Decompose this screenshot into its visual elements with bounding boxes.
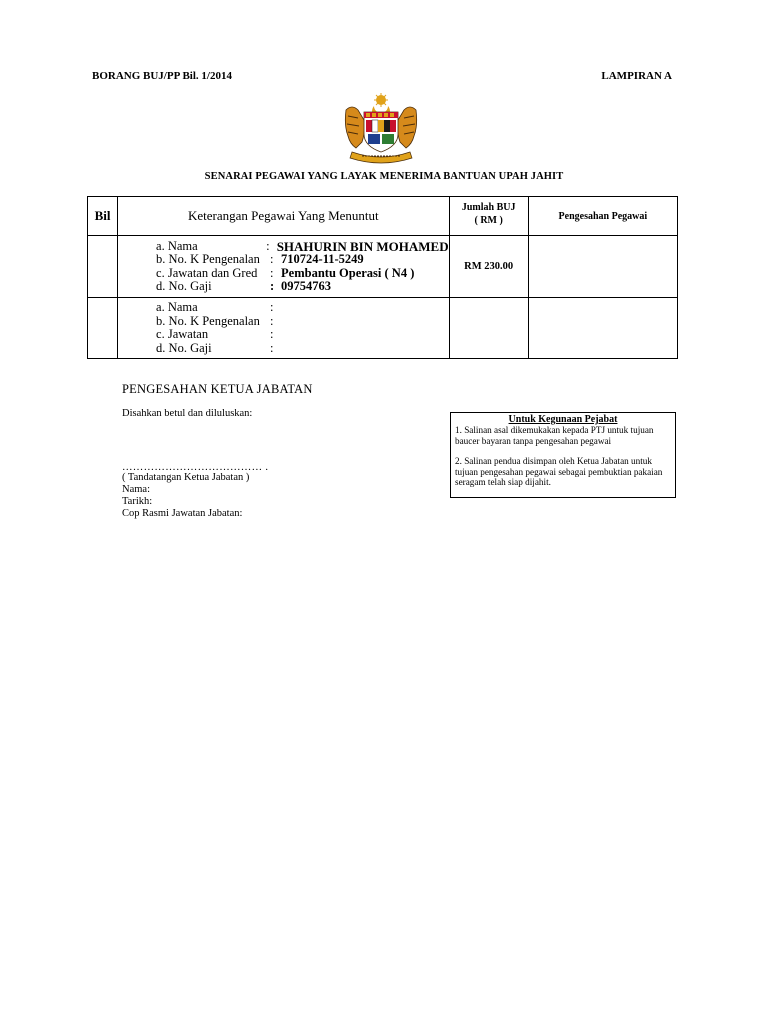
coat-of-arms-icon (338, 92, 424, 164)
value-nama: SHAHURIN BIN MOHAMED (276, 238, 449, 254)
value-ic: 710724-11-5249 (281, 252, 364, 266)
value-no-gaji: 09754763 (281, 279, 332, 293)
field-no-gaji: d. No. Gaji : 09754763 (156, 279, 332, 293)
field-nama: a. Nama : (156, 300, 274, 314)
cell-keterangan (118, 298, 450, 359)
field-ic: b. No. K Pengenalan : (156, 313, 274, 328)
header-keterangan: Keterangan Pegawai Yang Menuntut (118, 197, 450, 236)
signature-line: ………………………………… . (122, 462, 269, 473)
office-use-box (450, 412, 676, 498)
signature-label: ( Tandatangan Ketua Jabatan ) (122, 472, 250, 483)
field-nama: a. Nama : SHAHURIN BIN MOHAMED (156, 238, 449, 254)
office-use-title: Untuk Kegunaan Pejabat (508, 414, 618, 425)
cell-jumlah: RM 230.00 (449, 236, 528, 298)
office-use-note-1: 1. Salinan asal dikemukakan kepada PTJ untuk tujuan baucer bayaran tanpa pengesahan pegawai (455, 425, 654, 446)
cell-bil (88, 236, 118, 298)
appendix-label: LAMPIRAN A (601, 70, 672, 82)
table-header-row (88, 197, 678, 236)
cell-pengesahan (528, 298, 677, 359)
value-jawatan: Pembantu Operasi ( N4 ) (281, 265, 415, 280)
table-row (88, 236, 678, 298)
hod-section-title: PENGESAHAN KETUA JABATAN (122, 382, 313, 396)
table-row (88, 298, 678, 359)
cell-jumlah (449, 298, 528, 359)
date-label: Tarikh: (122, 496, 153, 507)
office-use-note-2: 2. Salinan pendua disimpan oleh Ketua Jabatan untuk tujuan pengesahan pegawai sebagai pembuktian pakaian seragam telah siap dijahit. (455, 456, 663, 488)
field-no-gaji: d. No. Gaji : (156, 340, 274, 355)
header-bil: Bil (88, 197, 118, 236)
header-jumlah-line1: Jumlah BUJ (461, 202, 516, 213)
stamp-label: Cop Rasmi Jawatan Jabatan: (122, 508, 243, 519)
field-jawatan: c. Jawatan dan Gred : Pembantu Operasi ( N4 ) (156, 265, 415, 280)
cell-keterangan (118, 236, 450, 298)
cell-pengesahan (528, 236, 677, 298)
claim-table (87, 196, 678, 359)
form-code: BORANG BUJ/PP Bil. 1/2014 (92, 70, 232, 82)
header-pengesahan: Pengesahan Pegawai (528, 197, 677, 236)
name-label: Nama: (122, 484, 150, 495)
approval-statement: Disahkan betul dan diluluskan: (122, 408, 253, 419)
cell-bil (88, 298, 118, 359)
field-jawatan: c. Jawatan : (156, 327, 274, 341)
header-jumlah-line2: ( RM ) (474, 215, 503, 226)
field-ic: b. No. K Pengenalan : 710724-11-5249 (156, 252, 364, 266)
list-title: SENARAI PEGAWAI YANG LAYAK MENERIMA BANTUAN UPAH JAHIT (204, 171, 564, 182)
header-jumlah (449, 197, 528, 236)
